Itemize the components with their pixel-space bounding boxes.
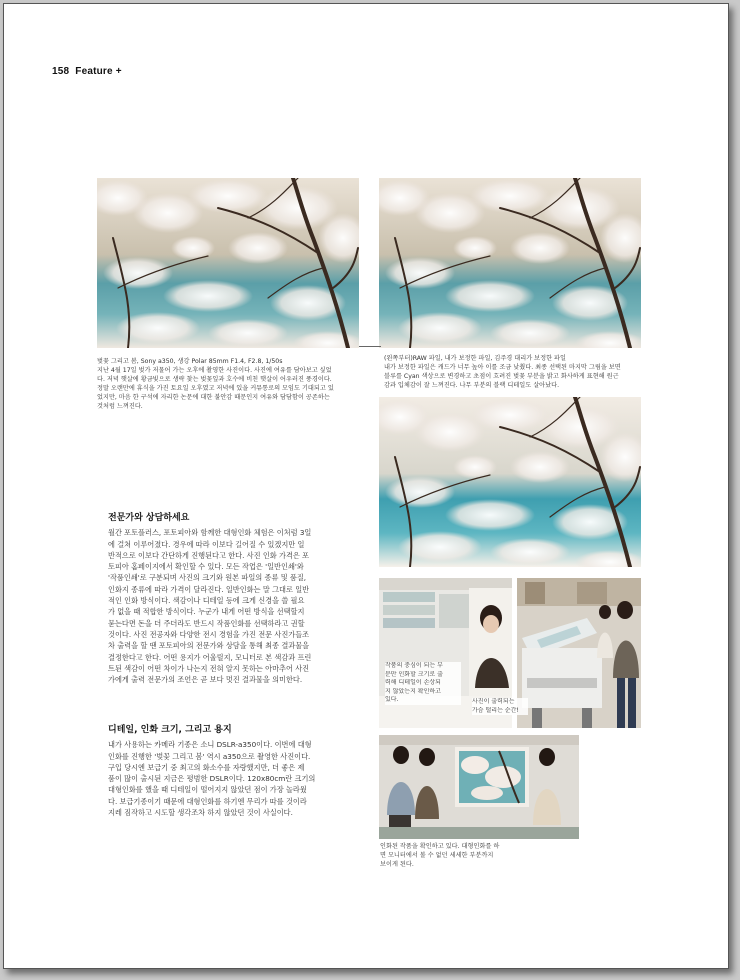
blossom-photo-edited [379,178,641,348]
section-heading: 전문가와 상담하세요 [108,513,190,523]
caption-photo-1: 벚꽃 그리고 봄, Sony a350, 생강 Polar 85mm F1.4, F2.8, 1/50s 지난 4월 17일 벚가 저물어 가는 오후에 촬영한 사진이다. 사진에 여유를 담아보고 싶었 다. 저녁 햇살에 황금빛으로 생략 찾는 벚꽃잎과 호수에 비친 햇살이 어우러진 풍경이다. 정말 오랜만에 휴식을 가진 토요일 오후였고 저녁에 있을 커뮤통로의 모임도 기대되고 있 었지만, 마음 한 구석에 자리한 논문에 대한 불안감 때문인지 여유와 담담함이 공존하는 것처럼 느껴진다. [97,358,334,410]
magazine-page [3,3,729,969]
photo-printer-output [517,578,641,728]
section-heading: 디테일, 인화 크기, 그리고 용지 [108,725,232,735]
folio [52,66,122,77]
section-name: Feature + [75,66,122,77]
caption-printer-output: 사진이 출력되는 가슴 떨리는 순간! [472,698,528,715]
section-consult-expert: 전문가와 상담하세요 월간 포토플러스, 포토피아와 함께한 대형인화 체험은 이처럼 3일 에 걸쳐 이루어졌다. 경우에 따라 이보다 길어질 수 있겠지만 일 반적으로 이보다 간단하게 진행된다고 한다. 사진 인화 가격은 포 토피아 홈페이지에서 확인할 수 있다. 모든 작업은 '일반인쇄'와 '작품인쇄'로 구분되며 사진의 크기와 원본 파일의 종류 및 품질, 인화지 종류에 따라 가격이 달라진다. 일반인화는 말 그대로 일반 적인 인화 방식이다. 색감이나 디테일 등에 크게 신경을 쓸 필요 가 없을 때 적합한 방식이다. 누군가 내게 어떤 방식을 선택할지 묻는다면 돈을 더 주더라도 반드시 작품인화를 선택하라고 권할 것이다. 사진 전공자와 다양한 전시 경험을 가진 전문 사진가들조 차 출력을 할 땐 포토피아의 전문가와 상담을 통해 최종 결과물을 결정한다고 한다. 어떤 용지가 어울릴지, 모니터로 본 색감과 프린 트된 색감이 어떤 차이가 나는지 전혀 알지 못하는 아마추어 사진 가에게 출력 전문가의 조언은 곧 보다 멋진 결과물을 의미한다. [108,513,350,685]
caption-reviewing-print: 인화된 작품을 확인하고 있다. 대형인화를 하 면 모니터에서 볼 수 없던 세세한 부분까지 보이게 된다. [380,843,500,868]
section-detail-size-paper: 디테일, 인화 크기, 그리고 용지 내가 사용하는 카메라 기종은 소니 DSLR-a350이다. 이번에 대형 인화를 진행한 '벚꽃 그리고 봄' 역시 a350으로 촬영한 사진이다. 구입 당시엔 보급기 중 최고의 화소수를 자랑했지만, 더 좋은 제 품이 많이 출시된 지금은 평범한 DSLR이다. 120x80cm란 크기의 대형인화를 했을 때 디테일이 떨어지지 않았던 점이 가장 놀라웠 다. 보급기종이기 때문에 대형인화를 하기엔 무리가 따를 것이라 지레 짐작하고 시도할 생각조차 하지 않았던 것이 사실이다. [108,725,350,818]
blossom-photo-final [379,397,641,567]
caption-leader-line [359,346,381,347]
photo-reviewing-print [379,735,579,839]
caption-test-prints: 작품의 중심이 되는 부 분만 인화할 크기로 출 력해 디테일이 손상되 지 않았는지 확인하고 있다. [385,662,461,705]
page-number: 158 [52,66,70,77]
caption-photo-comparison: (왼쪽부터)RAW 파일, 내가 보정한 파일, 김주경 대리가 보정한 파일 내가 보정한 파일은 캐드가 너무 높아 이를 조금 낮췄다. 최종 선택된 마지막 그림을 보면 블루를 Cyan 색상으로 변경하고 초점이 흐려진 벚꽃 부분을 밝고 화사하게 표현해 원근 감과 입체감이 잘 느껴진다. 나무 부분의 블랙 디테일도 살아났다. [384,355,621,389]
blossom-photo-raw [97,178,359,348]
